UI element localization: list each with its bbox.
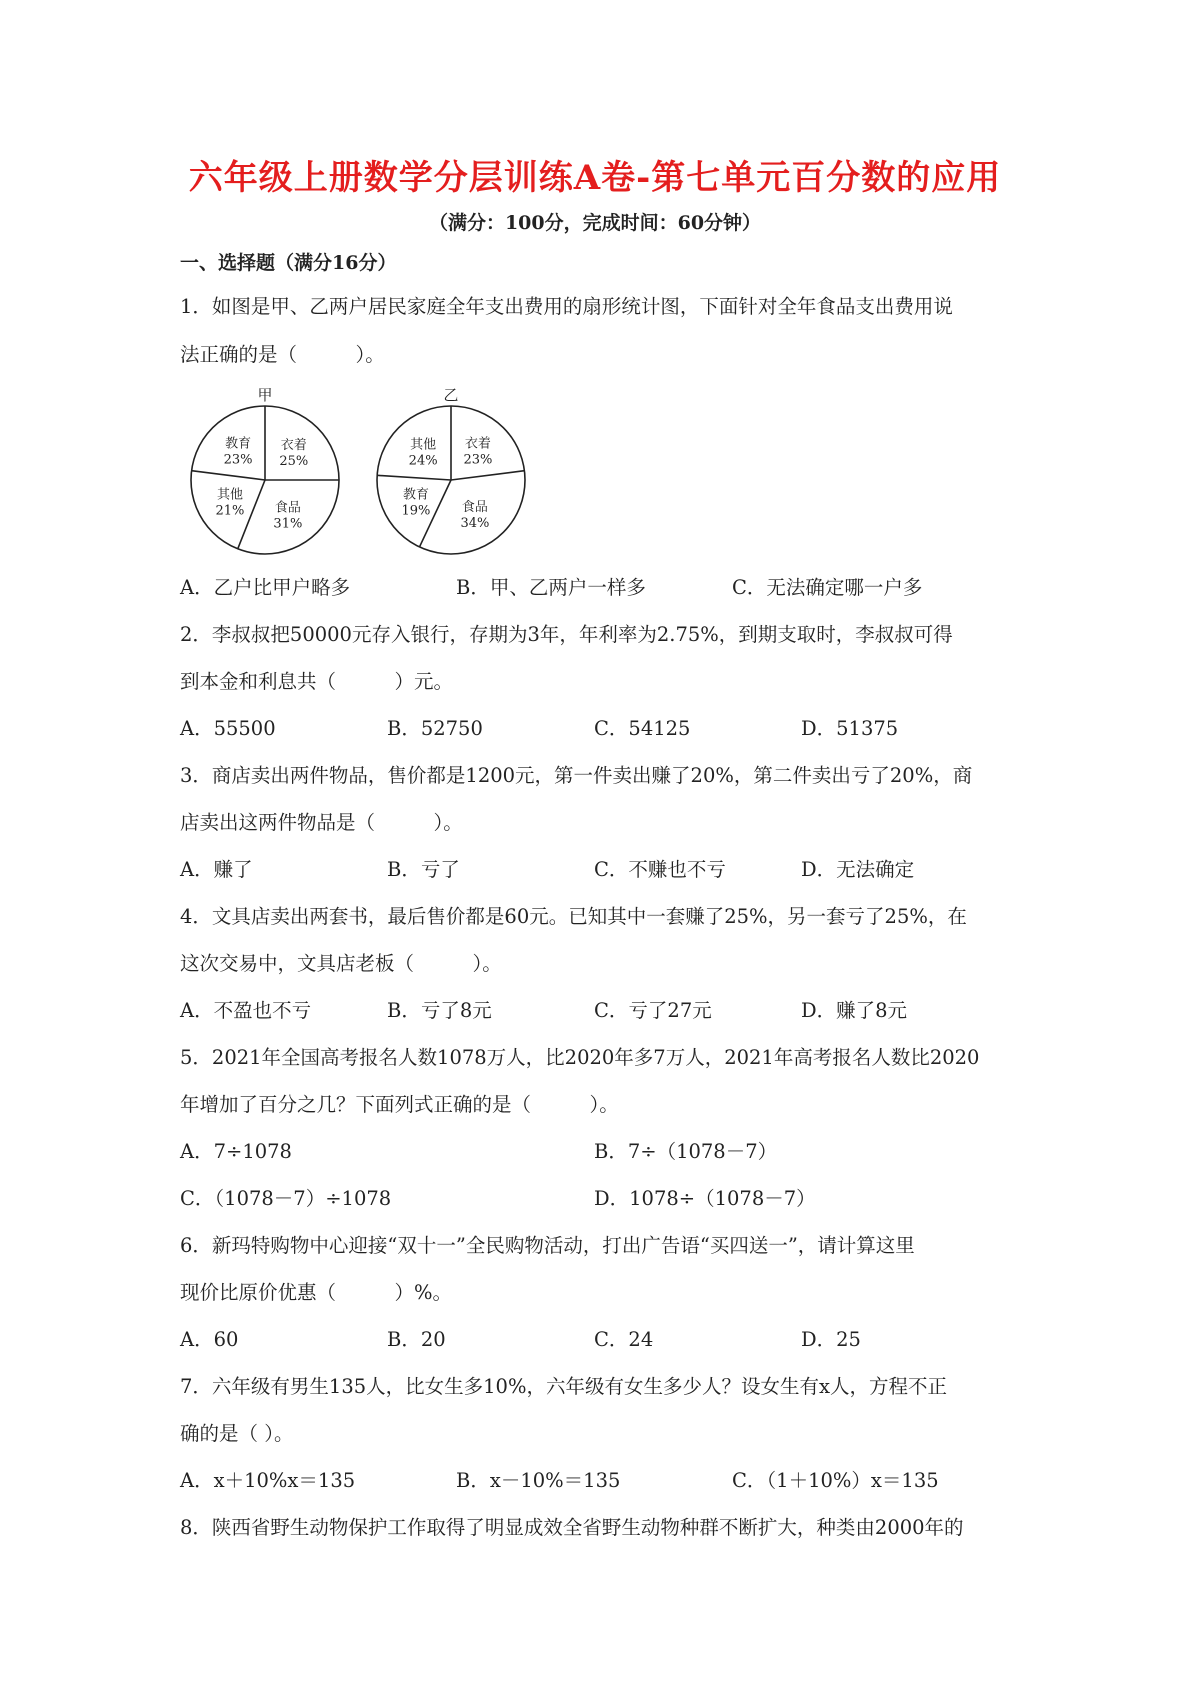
q2-option-b: B．52750	[387, 717, 483, 740]
pie-chart-b	[376, 405, 526, 555]
pie-slice-label: 其他	[216, 487, 243, 503]
page-subtitle: （满分：100分，完成时间：60分钟）	[428, 212, 762, 234]
q6-option-b: B．20	[387, 1328, 446, 1351]
question-6-text-cont: 现价比原价优惠（ ）%。	[180, 1281, 453, 1304]
q7-option-b: B．x－10%＝135	[456, 1469, 621, 1492]
q3-option-a: A．赚了	[180, 858, 253, 881]
pie-slice-value: 21%	[215, 503, 245, 519]
question-5-text: 5．2021年全国高考报名人数1078万人，比2020年多7万人，2021年高考报名人数比2020	[180, 1046, 980, 1069]
q1-option-c: C．无法确定哪一户多	[732, 576, 923, 599]
pie-slice-value: 34%	[460, 515, 490, 531]
pie-slice-value: 19%	[401, 503, 431, 519]
question-3-text: 3．商店卖出两件物品，售价都是1200元，第一件卖出赚了20%，第二件卖出亏了20%，商	[180, 764, 973, 787]
q4-option-a: A．不盈也不亏	[180, 999, 312, 1022]
q6-option-c: C．24	[594, 1328, 654, 1351]
pie-slice-label: 食品	[461, 499, 488, 515]
pie-slice-value: 31%	[273, 516, 303, 532]
q1-option-b: B．甲、乙两户一样多	[456, 576, 646, 599]
q1-option-a: A．乙户比甲户略多	[180, 576, 351, 599]
question-1-text-cont: 法正确的是（ ）。	[180, 343, 385, 366]
page-title: 六年级上册数学分层训练A卷-第七单元百分数的应用	[188, 158, 1002, 198]
section-heading: 一、选择题（满分16分）	[180, 252, 397, 274]
q7-option-a: A．x＋10%x＝135	[180, 1469, 356, 1492]
question-2-text: 2．李叔叔把50000元存入银行，存期为3年，年利率为2.75%，到期支取时，李叔叔可得	[180, 623, 953, 646]
pie-slice-value: 23%	[463, 452, 493, 468]
pie-slice-divider	[451, 471, 524, 480]
q5-option-d: D．1078÷（1078－7）	[594, 1187, 816, 1210]
pie-slice-label: 教育	[225, 436, 252, 452]
pie-slice-label: 教育	[402, 487, 429, 503]
q5-option-b: B．7÷（1078－7）	[594, 1140, 778, 1163]
pie-slice-label: 衣着	[464, 436, 491, 452]
q3-option-c: C．不赚也不亏	[594, 858, 726, 881]
question-2-text-cont: 到本金和利息共（ ）元。	[180, 670, 454, 693]
pie-slice-label: 食品	[274, 500, 301, 516]
q2-option-d: D．51375	[801, 717, 899, 740]
pie-slice-divider	[377, 475, 451, 480]
pie-slice-value: 23%	[223, 452, 253, 468]
q6-option-a: A．60	[180, 1328, 239, 1351]
pie-slice-label: 其他	[410, 437, 437, 453]
question-4-text: 4．文具店卖出两套书，最后售价都是60元。已知其中一套赚了25%，另一套亏了25%，在	[180, 905, 967, 928]
question-5-text-cont: 年增加了百分之几？下面列式正确的是（ ）。	[180, 1093, 619, 1116]
pie-slice-value: 24%	[408, 453, 438, 469]
q2-option-a: A．55500	[180, 717, 276, 740]
q7-option-c: C．（1＋10%）x＝135	[732, 1469, 939, 1492]
q3-option-d: D．无法确定	[801, 858, 915, 881]
question-7-text: 7．六年级有男生135人，比女生多10%，六年级有女生多少人？设女生有x人，方程不正	[180, 1375, 947, 1398]
pie-slice-value: 25%	[279, 454, 309, 470]
pie-a-title: 甲	[257, 386, 273, 404]
question-8-text: 8．陕西省野生动物保护工作取得了明显成效全省野生动物种群不断扩大，种类由2000年的	[180, 1516, 964, 1539]
question-7-text-cont: 确的是（ ）。	[180, 1422, 294, 1445]
q5-option-a: A．7÷1078	[180, 1140, 292, 1163]
pie-slice-divider	[192, 471, 265, 480]
q5-option-c: C．（1078－7）÷1078	[180, 1187, 392, 1210]
q4-option-c: C．亏了27元	[594, 999, 712, 1022]
q4-option-b: B．亏了8元	[387, 999, 492, 1022]
q4-option-d: D．赚了8元	[801, 999, 908, 1022]
question-3-text-cont: 店卖出这两件物品是（ ）。	[180, 811, 463, 834]
question-6-text: 6．新玛特购物中心迎接“双十一”全民购物活动，打出广告语“买四送一”，请计算这里	[180, 1234, 915, 1257]
question-4-text-cont: 这次交易中，文具店老板（ ）。	[180, 952, 502, 975]
q2-option-c: C．54125	[594, 717, 691, 740]
q3-option-b: B．亏了	[387, 858, 460, 881]
q6-option-d: D．25	[801, 1328, 861, 1351]
pie-b-title: 乙	[443, 386, 459, 404]
question-1-text: 1．如图是甲、乙两户居民家庭全年支出费用的扇形统计图，下面针对全年食品支出费用说	[180, 295, 953, 318]
pie-slice-label: 衣着	[280, 438, 307, 454]
pie-chart-a	[190, 405, 340, 555]
